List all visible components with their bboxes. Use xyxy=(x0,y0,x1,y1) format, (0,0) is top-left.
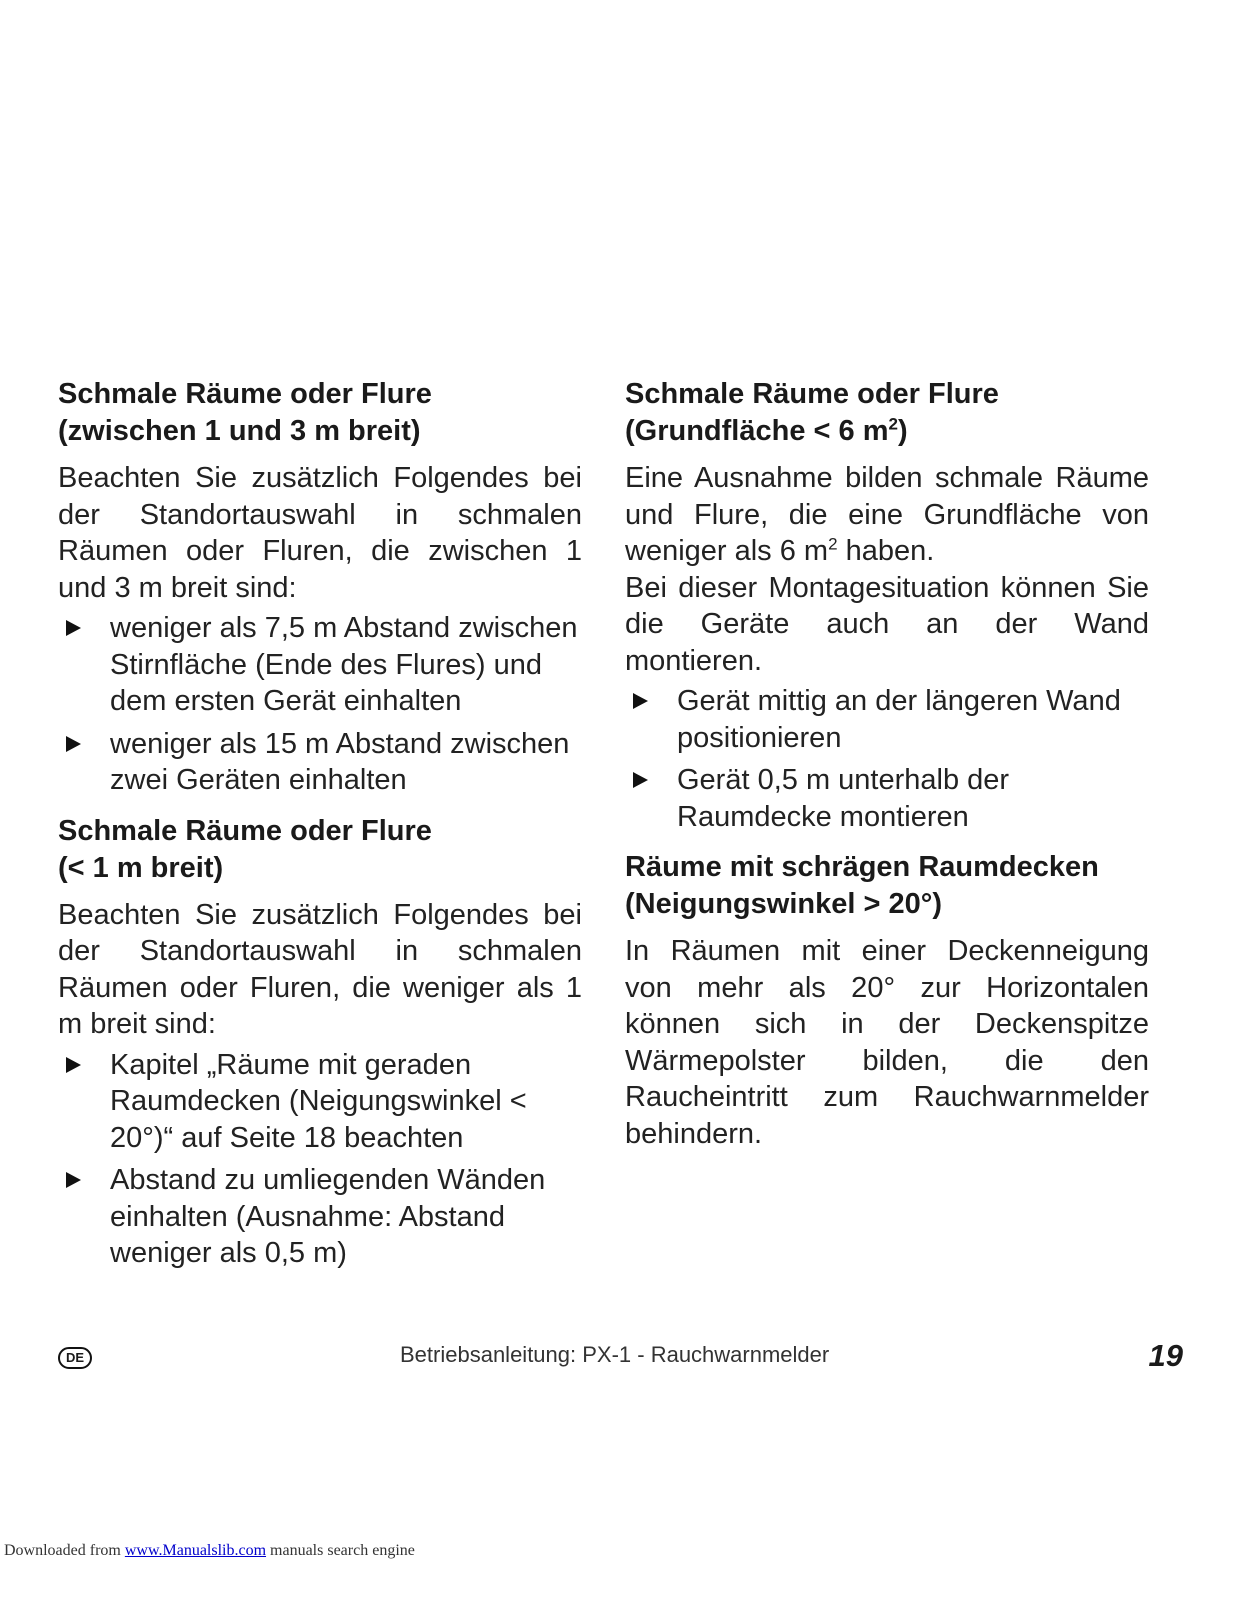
section-heading xyxy=(58,376,582,450)
superscript: 2 xyxy=(888,414,898,434)
page-footer xyxy=(0,1340,1237,1374)
body-text-end: haben. xyxy=(837,535,935,567)
list-item xyxy=(58,610,582,720)
section-narrow-rooms-under-6m2 xyxy=(625,376,1149,835)
download-suffix: manuals search engine xyxy=(266,1542,415,1559)
section-body xyxy=(625,460,1149,570)
heading-line-1: Schmale Räume oder Flure xyxy=(625,378,999,410)
section-body: In Räumen mit einer Deckenneigung von mehr als 20° zur Horizontalen können sich in der Deckenspitze Wärmepolster bilden, die den Raucheintritt zum Rauchwarnmelder behindern. xyxy=(625,935,1149,1150)
section-body-2: Bei dieser Montagesituation können Sie die Geräte auch an der Wand montieren. xyxy=(625,571,1149,677)
heading-text-end: ) xyxy=(897,415,908,447)
section-body: Beachten Sie zusätzlich Folgendes bei der Standortauswahl in schmalen Räumen oder Fluren, die zwischen 1 und 3 m breit sind: xyxy=(58,462,582,604)
list-item xyxy=(58,726,582,799)
download-prefix: Downloaded from xyxy=(4,1542,125,1559)
triangle-bullet-icon xyxy=(66,1172,81,1188)
list-item-text: Gerät 0,5 m unterhalb der Raumdecke montieren xyxy=(677,764,1010,833)
heading-line-2: (zwischen 1 und 3 m breit) xyxy=(58,415,421,447)
section-narrow-rooms-under-1m xyxy=(58,813,582,1272)
section-heading xyxy=(625,849,1149,923)
list-item-text: Gerät mittig an der längeren Wand positionieren xyxy=(677,685,1121,754)
list-item-text: Kapitel „Räume mit geraden Raumdecken (Neigungswinkel < 20°)“ auf Seite 18 beachten xyxy=(110,1048,527,1154)
section-heading xyxy=(58,813,582,887)
manualslib-link[interactable]: www.Manualslib.com xyxy=(124,1542,267,1559)
download-notice xyxy=(4,1542,415,1560)
bullet-list xyxy=(625,683,1149,835)
list-item xyxy=(625,683,1149,756)
list-item-text: weniger als 7,5 m Abstand zwischen Stirnfläche (Ende des Flures) und dem ersten Gerät einhalten xyxy=(110,612,578,717)
left-column xyxy=(58,376,582,1286)
heading-line-1: Schmale Räume oder Flure xyxy=(58,378,432,410)
list-item xyxy=(625,762,1149,835)
heading-text: (Grundfläche < 6 m xyxy=(625,415,889,447)
list-item xyxy=(58,1162,582,1272)
triangle-bullet-icon xyxy=(633,772,648,788)
heading-line-2: (< 1 m breit) xyxy=(58,851,224,884)
triangle-bullet-icon xyxy=(66,1057,81,1073)
section-narrow-rooms-1-3m xyxy=(58,376,582,799)
superscript: 2 xyxy=(828,534,838,554)
heading-line-2: (Neigungswinkel > 20°) xyxy=(625,888,942,920)
triangle-bullet-icon xyxy=(633,693,648,709)
page-number: 19 xyxy=(1148,1338,1183,1373)
section-body: Beachten Sie zusätzlich Folgendes bei der Standortauswahl in schmalen Räumen oder Fluren, die weniger als 1 m breit sind: xyxy=(58,898,582,1040)
list-item-text: Abstand zu umliegenden Wänden einhalten (Ausnahme: Abstand weniger als 0,5 m) xyxy=(110,1164,546,1269)
language-badge: DE xyxy=(58,1347,92,1369)
list-item-text: weniger als 15 m Abstand zwischen zwei Geräten einhalten xyxy=(110,727,570,796)
heading-line-1: Schmale Räume oder Flure xyxy=(58,814,432,847)
bullet-list xyxy=(58,1047,582,1272)
section-heading xyxy=(625,376,1149,450)
triangle-bullet-icon xyxy=(66,620,81,636)
heading-line-2 xyxy=(625,415,908,447)
footer-title: Betriebsanleitung: PX-1 - Rauchwarnmelder xyxy=(400,1342,830,1367)
heading-line-1: Räume mit schrägen Raumdecken xyxy=(625,851,1099,883)
body-text: Eine Ausnahme bilden schmale Räume und Flure, die eine Grundfläche von weniger als 6 m xyxy=(625,462,1149,567)
triangle-bullet-icon xyxy=(66,736,81,752)
bullet-list xyxy=(58,610,582,799)
section-sloped-ceilings xyxy=(625,849,1149,1152)
right-column xyxy=(625,376,1149,1166)
list-item xyxy=(58,1047,582,1157)
